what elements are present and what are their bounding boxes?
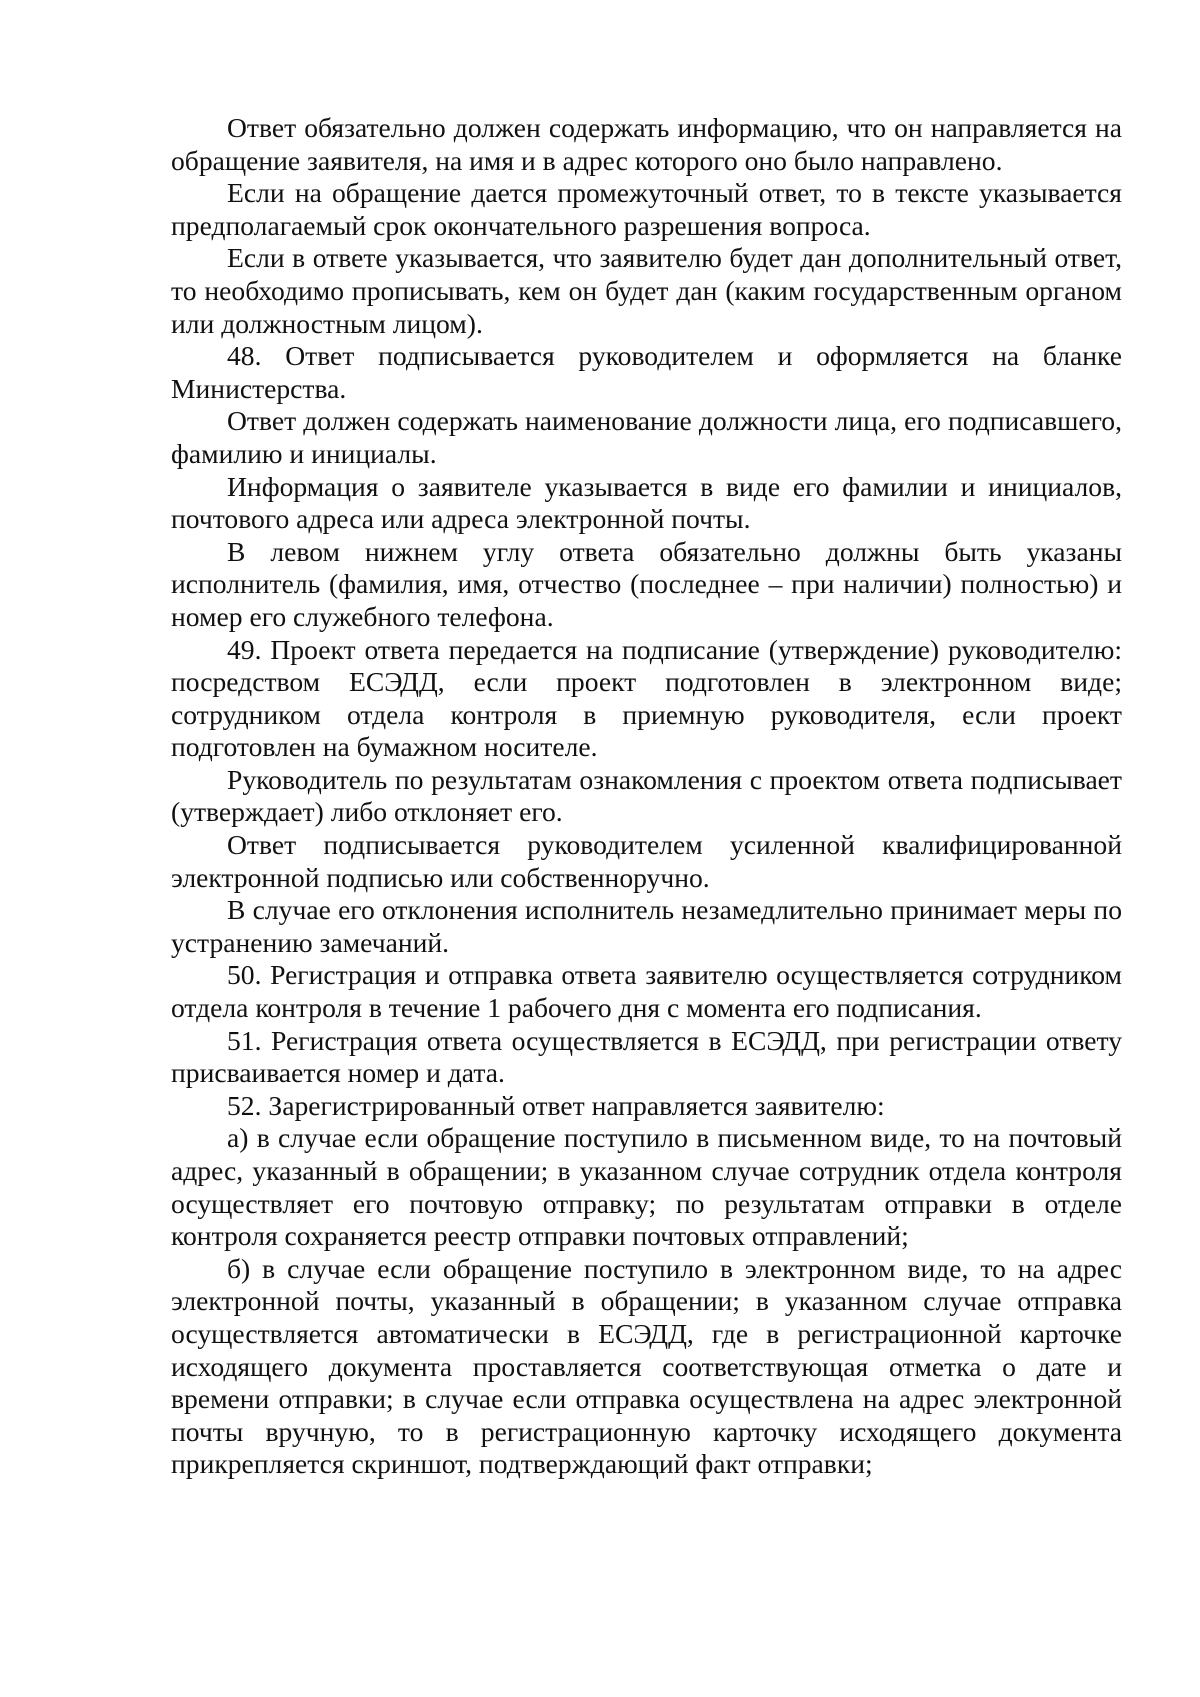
paragraph: Ответ подписывается руководителем усиленной квалифицированной электронной подписью или собственноручно. [171, 829, 1122, 893]
paragraph: Ответ должен содержать наименование должности лица, его подписавшего, фамилию и инициалы. [171, 405, 1122, 469]
paragraph-item-50: 50. Регистрация и отправка ответа заявителю осуществляется сотрудником отдела контроля в течение 1 рабочего дня с момента его подписания. [171, 959, 1122, 1024]
paragraph-subitem-b: б) в случае если обращение поступило в электронном виде, то на адрес электронной почты, указанный в обращении; в указанном случае отправка осуществляется автоматически в ЕСЭДД, где в регистрационной карточке исходящего документа проставляется соответствующая отметка о дате и времени отправки; в случае если отправка осуществлена на адрес электронной почты вручную, то в регистрационную карточку исходящего документа прикрепляется скриншот, подтверждающий факт отправки; [171, 1252, 1122, 1480]
document-page [171, 112, 1122, 1481]
paragraph: В левом нижнем углу ответа обязательно должны быть указаны исполнитель (фамилия, имя, отчество (последнее – при наличии) полностью) и номер его служебного телефона. [171, 535, 1122, 632]
paragraph-item-48: 48. Ответ подписывается руководителем и оформляется на бланке Министерства. [171, 340, 1122, 404]
paragraph-item-52: 52. Зарегистрированный ответ направляется заявителю: [227, 1089, 885, 1121]
paragraph-subitem-a: а) в случае если обращение поступило в письменном виде, то на почтовый адрес, указанный в обращении; в указанном случае сотрудник отдела контроля осуществляет его почтовую отправку; по результатам отправки в отделе контроля сохраняется реестр отправки почтовых отправлений; [171, 1122, 1122, 1252]
paragraph: Ответ обязательно должен содержать информацию, что он направляется на обращение заявителя, на имя и в адрес которого оно было направлено. [171, 112, 1122, 176]
paragraph-item-51: 51. Регистрация ответа осуществляется в ЕСЭДД, при регистрации ответу присваивается номер и дата. [171, 1024, 1122, 1089]
paragraph: Если на обращение дается промежуточный ответ, то в тексте указывается предполагаемый срок окончательного разрешения вопроса. [171, 177, 1122, 241]
paragraph-item-49: 49. Проект ответа передается на подписание (утверждение) руководителю: посредством ЕСЭДД, если проект подготовлен в электронном виде; сотрудником отдела контроля в приемную руководителя, если проект подготовлен на бумажном носителе. [171, 633, 1122, 763]
paragraph: Руководитель по результатам ознакомления с проектом ответа подписывает (утверждает) либо отклоняет его. [171, 763, 1122, 828]
paragraph: Если в ответе указывается, что заявителю будет дан дополнительный ответ, то необходимо прописывать, кем он будет дан (каким государственным органом или должностным лицом). [171, 242, 1122, 339]
paragraph: В случае его отклонения исполнитель незамедлительно принимает меры по устранению замечаний. [171, 894, 1122, 958]
paragraph: Информация о заявителе указывается в виде его фамилии и инициалов, почтового адреса или адреса электронной почты. [171, 470, 1122, 535]
